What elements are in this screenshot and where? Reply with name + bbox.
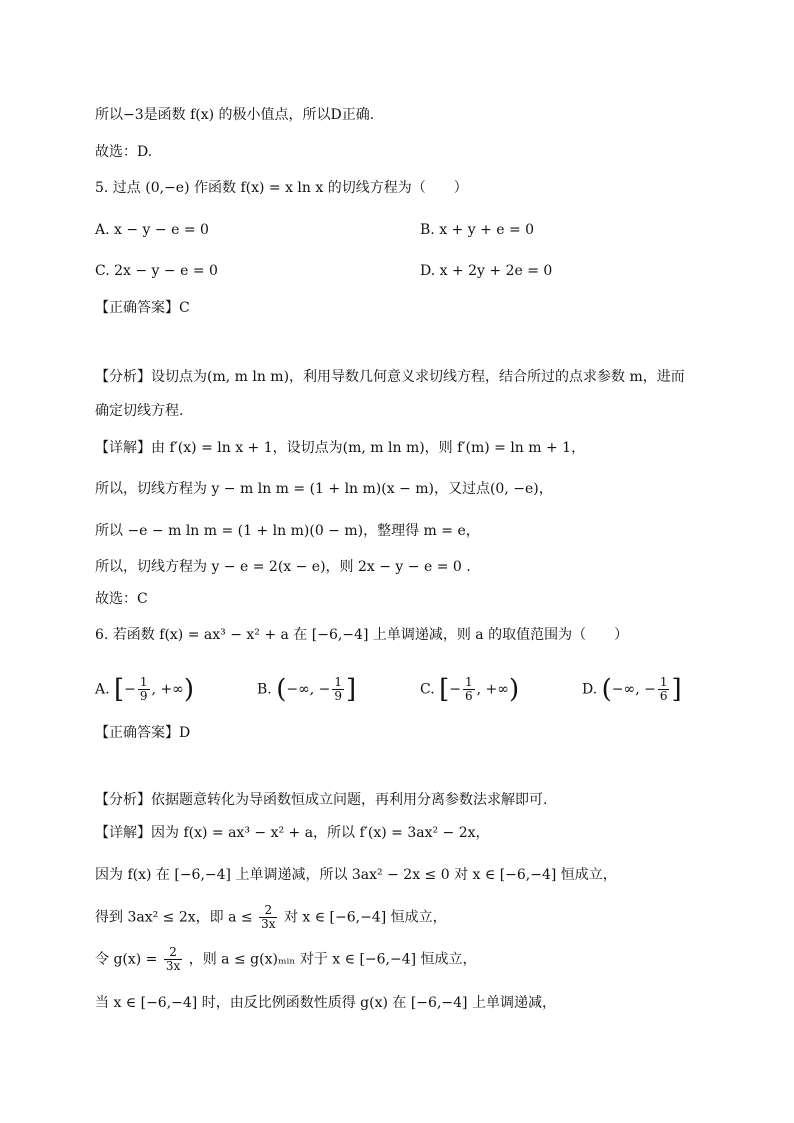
solution-text: 得到 3ax² ≤ 2x，即 a ≤ $\frac{2}{3x}$ 对 x ∈ [−6,−4] 恒成立，	[95, 903, 447, 931]
analysis-text: 【分析】依据题意转化为导函数恒成立问题，再利用分离参数法求解即可.	[95, 792, 548, 808]
solution-text: 因为 f(x) 在 [−6,−4] 上单调递减，所以 3ax² − 2x ≤ 0 对 x ∈ [−6,−4] 恒成立，	[95, 867, 617, 883]
q6-option-a: A. [− $\frac{1}{9}$ , +∞)	[95, 674, 194, 705]
text-line: 故选：D.	[95, 144, 153, 160]
question-6: 6. 若函数 f(x) = ax³ − x² + a 在 [−6,−4] 上单调递减，则 a 的取值范围为（ ）	[95, 627, 629, 643]
q6-option-d: D. (−∞, − $\frac{1}{6}$ ]	[582, 674, 682, 705]
solution-text: 当 x ∈ [−6,−4] 时，由反比例函数性质得 g(x) 在 [−6,−4] 上单调递减，	[95, 995, 556, 1011]
q6-option-c: C. [− $\frac{1}{6}$ , +∞)	[420, 674, 520, 705]
answer-label: 【正确答案】C	[95, 300, 190, 316]
solution-text: 【详解】因为 f(x) = ax³ − x² + a，所以 f′(x) = 3ax² − 2x，	[95, 825, 490, 841]
solution-text: 所以，切线方程为 y − m ln m = (1 + ln m)(x − m)，又过点(0, −e)，	[95, 481, 553, 497]
q6-option-b: B. (−∞, − $\frac{1}{9}$ ]	[257, 674, 357, 705]
analysis-text: 【分析】设切点为(m, m ln m)，利用导数几何意义求切线方程，结合所过的点求参数 m，进而	[95, 369, 685, 385]
solution-text: 所以 −e − m ln m = (1 + ln m)(0 − m)，整理得 m = e，	[95, 523, 480, 539]
q5-option-b: B. x + y + e = 0	[420, 222, 535, 238]
analysis-text: 确定切线方程.	[95, 403, 184, 419]
solution-text: 令 g(x) = $\frac{2}{3x}$ ，则 a ≤ g(x)ₘᵢₙ 对于 x ∈ [−6,−4] 恒成立，	[95, 945, 477, 973]
answer-label: 【正确答案】D	[95, 725, 191, 741]
q5-option-c: C. 2x − y − e = 0	[95, 263, 218, 279]
fraction: $\frac{2}{3x}$	[261, 903, 276, 931]
fraction: $\frac{2}{3x}$	[165, 945, 181, 973]
q5-option-d: D. x + 2y + 2e = 0	[420, 263, 553, 279]
text-line: 故选：C	[95, 591, 148, 607]
text-line: 所以−3是函数 f(x) 的极小值点，所以D正确.	[95, 107, 375, 123]
q5-option-a: A. x − y − e = 0	[95, 222, 209, 238]
solution-text: 【详解】由 f′(x) = ln x + 1，设切点为(m, m ln m)，则 f′(m) = ln m + 1，	[95, 440, 586, 456]
solution-text: 所以，切线方程为 y − e = 2(x − e)，则 2x − y − e = 0 .	[95, 559, 471, 575]
question-5: 5. 过点 (0,−e) 作函数 f(x) = x ln x 的切线方程为（ ）	[95, 180, 468, 196]
